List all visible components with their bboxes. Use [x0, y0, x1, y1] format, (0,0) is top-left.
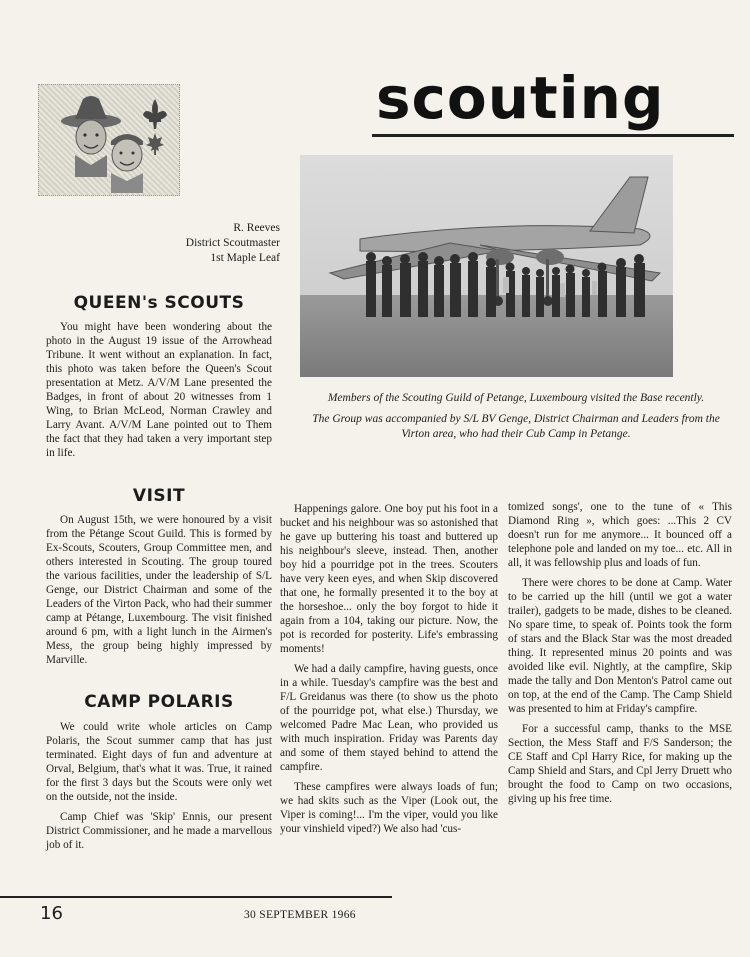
airplane-group-photo-image	[300, 155, 673, 377]
column2-paragraph-2: We had a daily campfire, having guests, once in a while. Tuesday's campfire was the best and F/L Greidanus was there (to show us the photo of the pourridge pot, what else.) Thursday, we welcomed Padre Mac Lean, who provided us with much inspiration. Friday was Parents day and some of them stayed behind to attend the campfire.	[280, 663, 498, 773]
visit-article	[46, 513, 272, 673]
column2-paragraph-1: Happenings galore. One boy put his foot in a bucket and his neighbour was so astonished that he gave up buttering his toast and buttered up his neighbour's sleeve, instead. Then, another boy hid a pourridge pot in the trees. Scouters have very keen eyes, and when Skip discovered that one, he formally presented it to the boy at the horseshoe... only the boy forgot to hide it again from a 104, taking our picture. Now, the pot is recorded for posterity. Life's embrassing moments!	[280, 503, 498, 655]
section-title: scouting	[376, 64, 665, 132]
camp-polaris-paragraph-1: We could write whole articles on Camp Polaris, the Scout summer camp that has just terminated. Eight days of fun and adventure at Orval, Belgium, that's what it was. True, it rained for the first 3 days but the Scouts were only wet on the outside, not the inside.	[46, 721, 272, 803]
photo-caption	[298, 391, 734, 448]
scout-logo-illustration	[38, 84, 180, 196]
visit-heading: VISIT	[132, 486, 186, 506]
scout-faces-icon	[39, 85, 179, 195]
visit-paragraph: On August 15th, we were honoured by a visit from the Pétange Scout Guild. This is formed by Ex-Scouts, Scouters, Group Committee men, and others interested in Scouting. The group toured the various facilities, under the leadership of S/L Genge, our District Chairman and some of the Leaders of the Virton Pack, who had their summer camp at Pétange, Luxembourg. The visit finished around 6 pm, with a light lunch in the Airmen's Mess, the group being highly impressed by Marville.	[46, 514, 272, 666]
byline-role: District Scoutmaster	[185, 237, 280, 249]
queens-scouts-paragraph: You might have been wondering about the photo in the August 19 issue of the Arrowhead Tribune. It went without an explanation. In fact, this photo was taken before the Queen's Scout presentation at Metz. A/V/M Lane presented the Badges, in front of about 20 witnesses from 1 Wing, to Brian McLeod, Norman Crawley and Larry Avant. A/V/M Lane pointed out to Them the fact that they had taken a very important step in life.	[46, 321, 272, 459]
column2-paragraph-3: These campfires were always loads of fun; we had skits such as the Viper (Look out, the Viper is coming!... I'm the viper, vould you like your vinshield viped?) We also had 'cus-	[280, 781, 498, 835]
issue-date: 30 SEPTEMBER 1966	[244, 909, 356, 921]
photo-caption-line2: The Group was accompanied by S/L BV Genge, District Chairman and Leaders from the Virton area, who had their Cub Camp in Petange.	[312, 413, 720, 440]
byline-name: R. Reeves	[233, 222, 280, 234]
column3-paragraph-3: For a successful camp, thanks to the MSE Section, the Mess Staff and F/S Sanderson; the CE Staff and Cpl Harry Rice, for making up the Camp Shield and Stars, and Cpl Jerry Druett who brought the food to Camp on two occasions, giving up his free time.	[508, 723, 732, 805]
title-rule	[372, 134, 734, 137]
byline	[110, 221, 280, 266]
camp-polaris-article	[46, 720, 272, 858]
column3-paragraph-1: tomized songs', one to the tune of « This Diamond Ring », which goes: ...This 2 CV doesn't run for me anymore... It bounced off a telephone pole and landed on my toe... etc. All in all, it was fellowship plus and loads of fun.	[508, 501, 732, 569]
queens-scouts-article	[46, 320, 272, 466]
camp-polaris-heading: CAMP POLARIS	[84, 692, 234, 712]
camp-polaris-column-2	[280, 502, 498, 842]
page-number: 16	[40, 903, 63, 924]
footer-rule	[0, 896, 392, 898]
photo-caption-line1: Members of the Scouting Guild of Petange, Luxembourg visited the Base recently.	[327, 392, 705, 404]
queens-scouts-heading: QUEEN's SCOUTS	[73, 293, 245, 313]
byline-unit: 1st Maple Leaf	[210, 252, 280, 264]
group-photo	[300, 155, 673, 377]
camp-polaris-paragraph-2: Camp Chief was 'Skip' Ennis, our present District Commissioner, and he made a marvellous job of it.	[46, 811, 272, 851]
column3-paragraph-2: There were chores to be done at Camp. Water to be carried up the hill (until we got a water trailer), gadgets to be made, dishes to be cleaned. No spare time, to speak of. Points took the form of stars and the Black Star was the most dreaded thing. It represented minus 20 points and was avoided like evil. Nightly, at the campfire, Skip made the tally and Don Menton's Patrol came out on top, at the end of the Camp. The Camp Shield was presented to him at Friday's campfire.	[508, 577, 732, 715]
camp-polaris-column-3	[508, 500, 732, 812]
